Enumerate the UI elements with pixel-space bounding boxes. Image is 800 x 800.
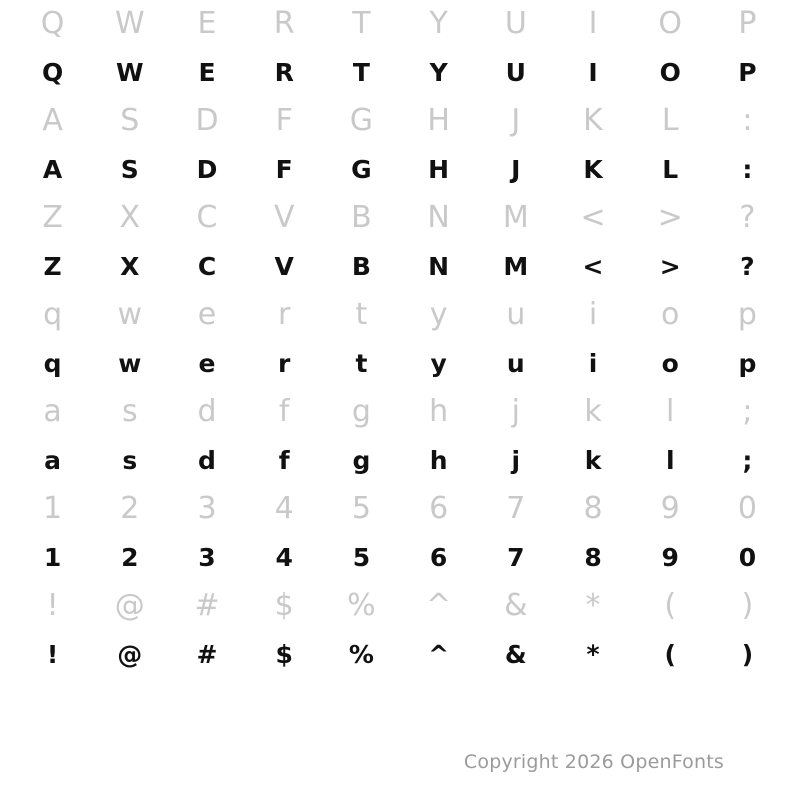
reference-glyph: e bbox=[197, 297, 217, 332]
sample-glyph: j bbox=[511, 446, 521, 475]
reference-glyph: 8 bbox=[583, 491, 603, 526]
sample-glyph: g bbox=[352, 446, 371, 475]
sample-glyph: Z bbox=[43, 252, 62, 281]
sample-row bbox=[14, 48, 786, 97]
sample-glyph: q bbox=[43, 349, 62, 378]
sample-glyph: J bbox=[511, 155, 521, 184]
reference-glyph: ) bbox=[741, 588, 754, 623]
reference-glyph: E bbox=[197, 6, 217, 41]
sample-glyph: R bbox=[274, 58, 294, 87]
reference-glyph: % bbox=[347, 588, 376, 623]
sample-glyph: ? bbox=[740, 252, 755, 281]
sample-glyph: 5 bbox=[352, 543, 371, 572]
reference-row bbox=[14, 291, 786, 339]
sample-glyph: ) bbox=[741, 640, 754, 669]
sample-glyph: 2 bbox=[121, 543, 139, 572]
sample-glyph: N bbox=[428, 252, 450, 281]
reference-glyph: h bbox=[429, 394, 449, 429]
sample-row bbox=[14, 339, 786, 388]
sample-glyph: I bbox=[588, 58, 598, 87]
reference-glyph: j bbox=[511, 394, 520, 429]
sample-glyph: 4 bbox=[275, 543, 293, 572]
reference-glyph: U bbox=[504, 6, 527, 41]
glyph-row-group bbox=[14, 582, 786, 679]
sample-glyph: t bbox=[355, 349, 368, 378]
sample-glyph: ^ bbox=[428, 640, 450, 669]
sample-glyph: K bbox=[583, 155, 603, 184]
sample-glyph: % bbox=[348, 640, 374, 669]
reference-glyph: Y bbox=[429, 6, 448, 41]
sample-glyph: k bbox=[584, 446, 602, 475]
sample-glyph: W bbox=[116, 58, 144, 87]
sample-glyph: ( bbox=[664, 640, 676, 669]
reference-glyph: 3 bbox=[197, 491, 217, 526]
copyright-notice: Copyright 2026 OpenFonts bbox=[463, 751, 724, 773]
reference-glyph: F bbox=[275, 103, 293, 138]
reference-glyph: M bbox=[502, 200, 529, 235]
sample-glyph: p bbox=[738, 349, 757, 378]
sample-glyph: Y bbox=[429, 58, 448, 87]
sample-glyph: l bbox=[665, 446, 675, 475]
sample-glyph: E bbox=[198, 58, 216, 87]
sample-glyph: @ bbox=[117, 640, 143, 669]
sample-row bbox=[14, 145, 786, 194]
sample-glyph: $ bbox=[275, 640, 293, 669]
reference-row bbox=[14, 582, 786, 630]
sample-glyph: S bbox=[120, 155, 139, 184]
reference-glyph: S bbox=[120, 103, 140, 138]
sample-glyph: r bbox=[278, 349, 291, 378]
reference-glyph: g bbox=[351, 394, 371, 429]
sample-glyph: P bbox=[738, 58, 757, 87]
sample-glyph: G bbox=[351, 155, 372, 184]
sample-glyph: Q bbox=[41, 58, 64, 87]
reference-glyph: I bbox=[588, 6, 598, 41]
sample-row bbox=[14, 242, 786, 291]
sample-glyph: e bbox=[198, 349, 216, 378]
sample-glyph: 3 bbox=[198, 543, 216, 572]
reference-glyph: Q bbox=[40, 6, 65, 41]
sample-glyph: F bbox=[275, 155, 293, 184]
reference-glyph: 5 bbox=[351, 491, 371, 526]
reference-glyph: 1 bbox=[43, 491, 63, 526]
sample-glyph: ; bbox=[742, 446, 753, 475]
sample-glyph: d bbox=[198, 446, 216, 475]
reference-glyph: a bbox=[43, 394, 62, 429]
reference-glyph: s bbox=[121, 394, 138, 429]
reference-glyph: Z bbox=[42, 200, 63, 235]
sample-glyph: M bbox=[503, 252, 529, 281]
reference-glyph: @ bbox=[114, 588, 145, 623]
sample-row bbox=[14, 533, 786, 582]
reference-glyph: r bbox=[278, 297, 291, 332]
reference-glyph: y bbox=[429, 297, 448, 332]
sample-glyph: 9 bbox=[661, 543, 679, 572]
reference-glyph: G bbox=[349, 103, 374, 138]
sample-glyph: & bbox=[504, 640, 527, 669]
reference-glyph: W bbox=[114, 6, 145, 41]
reference-glyph: < bbox=[580, 200, 606, 235]
reference-glyph: * bbox=[585, 588, 601, 623]
glyph-row-group bbox=[14, 485, 786, 582]
reference-glyph: X bbox=[119, 200, 141, 235]
reference-glyph: ; bbox=[742, 394, 753, 429]
reference-glyph: f bbox=[278, 394, 290, 429]
reference-glyph: 6 bbox=[429, 491, 449, 526]
reference-glyph: p bbox=[737, 297, 757, 332]
reference-row bbox=[14, 97, 786, 145]
reference-glyph: q bbox=[43, 297, 63, 332]
reference-glyph: ^ bbox=[426, 588, 452, 623]
reference-glyph: 0 bbox=[737, 491, 757, 526]
sample-glyph: > bbox=[659, 252, 681, 281]
sample-glyph: L bbox=[662, 155, 679, 184]
reference-row bbox=[14, 485, 786, 533]
reference-glyph: $ bbox=[274, 588, 294, 623]
reference-glyph: ( bbox=[664, 588, 677, 623]
glyph-row-group bbox=[14, 388, 786, 485]
sample-glyph: C bbox=[197, 252, 217, 281]
sample-glyph: 6 bbox=[429, 543, 448, 572]
reference-glyph: # bbox=[194, 588, 220, 623]
reference-row bbox=[14, 388, 786, 436]
reference-glyph: 2 bbox=[120, 491, 140, 526]
reference-glyph: ? bbox=[739, 200, 756, 235]
sample-glyph: f bbox=[278, 446, 290, 475]
reference-glyph: B bbox=[351, 200, 372, 235]
reference-row bbox=[14, 0, 786, 48]
sample-row bbox=[14, 436, 786, 485]
sample-glyph: X bbox=[120, 252, 140, 281]
reference-glyph: N bbox=[427, 200, 450, 235]
reference-glyph: & bbox=[504, 588, 528, 623]
reference-glyph: 4 bbox=[274, 491, 294, 526]
sample-glyph: w bbox=[118, 349, 142, 378]
reference-glyph: H bbox=[427, 103, 450, 138]
reference-glyph: t bbox=[355, 297, 368, 332]
sample-glyph: V bbox=[274, 252, 294, 281]
sample-glyph: : bbox=[742, 155, 753, 184]
reference-glyph: R bbox=[273, 6, 295, 41]
reference-glyph: V bbox=[273, 200, 295, 235]
sample-glyph: H bbox=[428, 155, 450, 184]
reference-glyph: 7 bbox=[506, 491, 526, 526]
reference-glyph: o bbox=[661, 297, 680, 332]
reference-glyph: A bbox=[42, 103, 63, 138]
reference-glyph: L bbox=[661, 103, 679, 138]
reference-glyph: w bbox=[117, 297, 143, 332]
reference-glyph: T bbox=[352, 6, 371, 41]
reference-glyph: ! bbox=[46, 588, 59, 623]
reference-glyph: i bbox=[588, 297, 598, 332]
reference-glyph: J bbox=[511, 103, 521, 138]
sample-glyph: D bbox=[196, 155, 218, 184]
reference-glyph: u bbox=[506, 297, 526, 332]
reference-glyph: O bbox=[658, 6, 683, 41]
reference-glyph: l bbox=[666, 394, 675, 429]
glyph-row-group bbox=[14, 194, 786, 291]
sample-glyph: T bbox=[352, 58, 370, 87]
reference-glyph: C bbox=[196, 200, 218, 235]
sample-glyph: 8 bbox=[584, 543, 602, 572]
glyph-row-group bbox=[14, 291, 786, 388]
reference-glyph: 9 bbox=[660, 491, 680, 526]
sample-glyph: * bbox=[586, 640, 600, 669]
sample-glyph: h bbox=[429, 446, 448, 475]
sample-glyph: o bbox=[661, 349, 679, 378]
reference-glyph: P bbox=[738, 6, 757, 41]
sample-glyph: u bbox=[506, 349, 525, 378]
sample-glyph: A bbox=[42, 155, 63, 184]
glyph-row-group bbox=[14, 97, 786, 194]
sample-glyph: i bbox=[588, 349, 598, 378]
glyph-row-group bbox=[14, 0, 786, 97]
sample-glyph: 0 bbox=[738, 543, 757, 572]
reference-row bbox=[14, 194, 786, 242]
sample-glyph: U bbox=[505, 58, 526, 87]
sample-glyph: ! bbox=[46, 640, 59, 669]
reference-glyph: d bbox=[197, 394, 217, 429]
reference-glyph: : bbox=[742, 103, 753, 138]
sample-glyph: a bbox=[44, 446, 62, 475]
sample-glyph: s bbox=[122, 446, 138, 475]
sample-glyph: B bbox=[351, 252, 371, 281]
sample-row bbox=[14, 630, 786, 679]
sample-glyph: 7 bbox=[507, 543, 525, 572]
sample-glyph: # bbox=[196, 640, 218, 669]
reference-glyph: K bbox=[583, 103, 603, 138]
sample-glyph: < bbox=[582, 252, 604, 281]
reference-glyph: > bbox=[657, 200, 683, 235]
sample-glyph: O bbox=[659, 58, 681, 87]
sample-glyph: y bbox=[430, 349, 447, 378]
sample-glyph: 1 bbox=[43, 543, 62, 572]
reference-glyph: k bbox=[584, 394, 602, 429]
reference-glyph: D bbox=[195, 103, 219, 138]
